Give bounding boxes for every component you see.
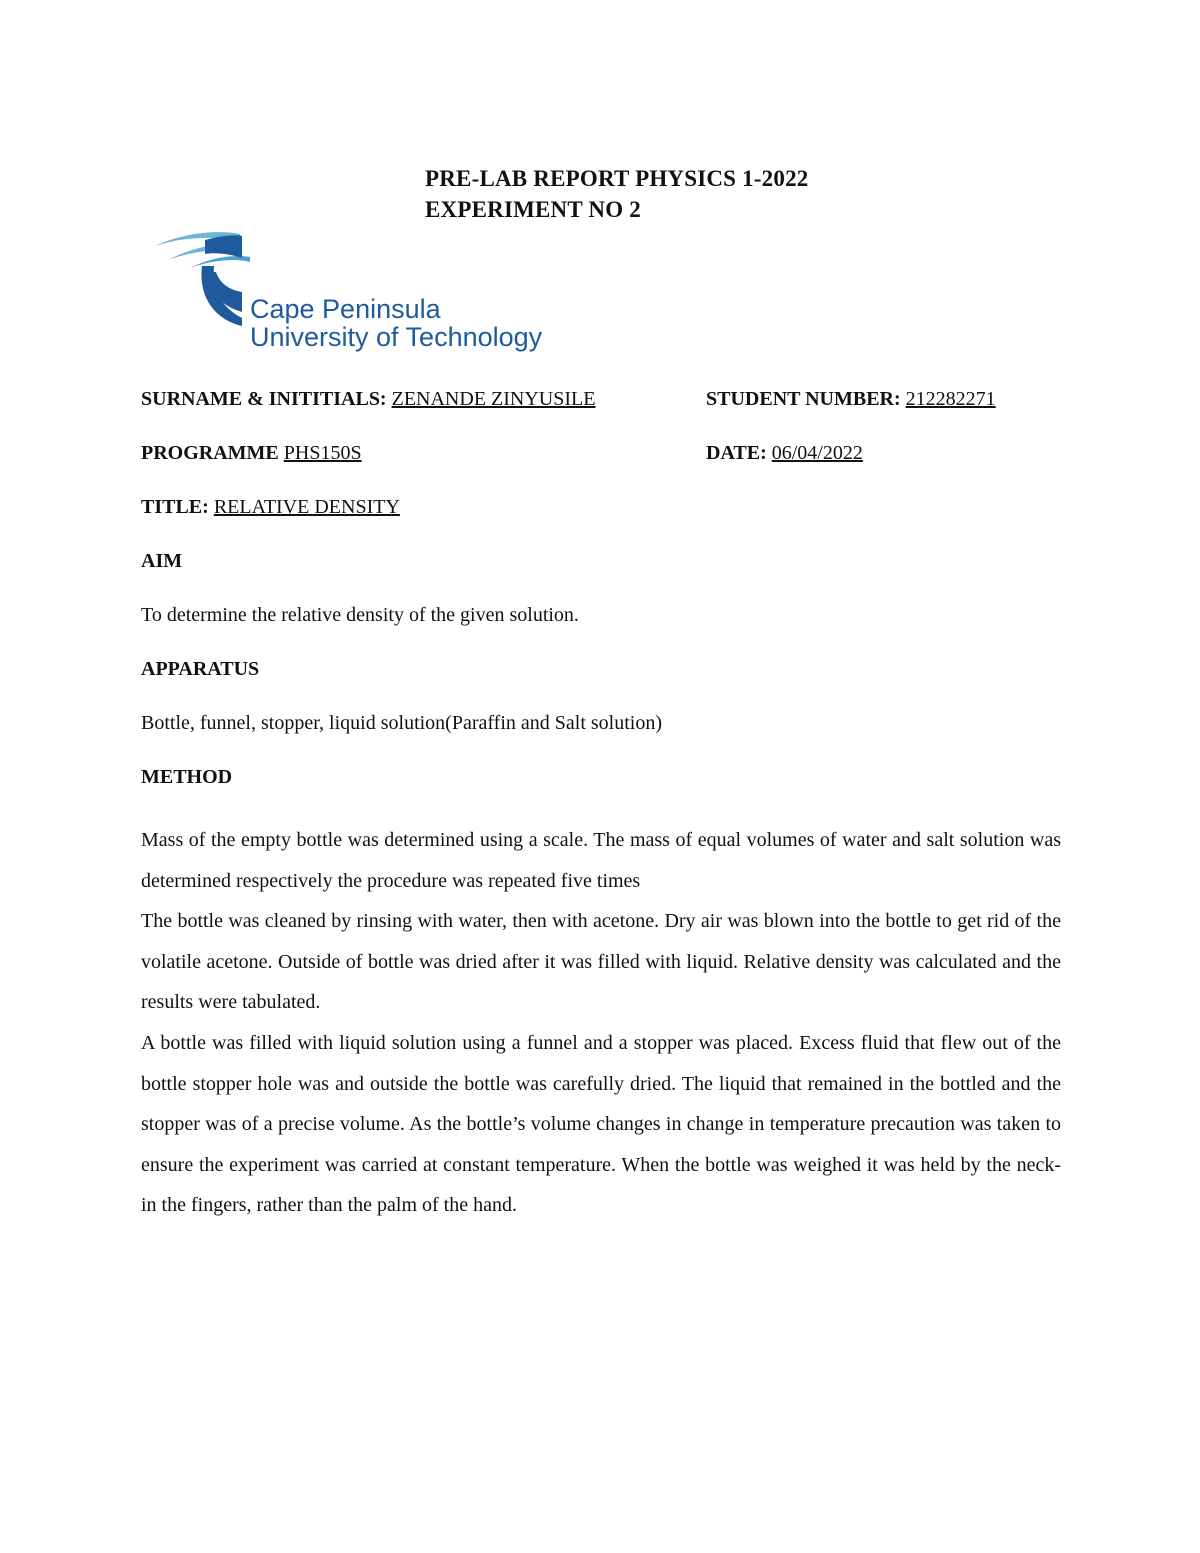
apparatus-heading: APPARATUS: [141, 658, 260, 680]
programme-value: PHS150S: [283, 442, 362, 464]
student-number-label: STUDENT NUMBER:: [706, 388, 901, 410]
apparatus-text: Bottle, funnel, stopper, liquid solution(Paraffin and Salt solution): [141, 712, 662, 734]
method-paragraph: Mass of the empty bottle was determined using a scale. The mass of equal volumes of water and salt solution was determined respectively the procedure was repeated five times: [141, 829, 1061, 892]
date-field: [706, 442, 863, 465]
date-label: DATE:: [706, 442, 767, 464]
student-number-field: [706, 388, 996, 411]
programme-field: [141, 442, 362, 465]
surname-field: [141, 388, 595, 411]
experiment-number: EXPERIMENT NO 2: [425, 197, 641, 222]
title-field: [141, 496, 400, 519]
logo-line1: Cape Peninsula: [250, 294, 441, 324]
programme-label: PROGRAMME: [141, 442, 279, 464]
logo-wave-low: [190, 256, 250, 268]
report-title: PRE-LAB REPORT PHYSICS 1-2022: [425, 166, 809, 191]
method-paragraph: A bottle was filled with liquid solution using a funnel and a stopper was placed. Excess fluid that flew out of the bottle stopper hole was and outside the bottle was carefully dried. The liquid that remained in the bottled and the stopper was of a precise volume. As the bottle’s volume changes in change in temperature precaution was taken to ensure the experiment was carried at constant temperature. When the bottle was weighed it was held by the neck-in the fingers, rather than the palm of the hand.: [141, 1031, 1061, 1217]
surname-value: ZENANDE ZINYUSILE: [391, 388, 596, 410]
title-label: TITLE:: [141, 496, 209, 518]
aim-heading: AIM: [141, 550, 183, 572]
date-value: 06/04/2022: [771, 442, 863, 464]
cput-logo: [150, 232, 560, 352]
title-value: RELATIVE DENSITY: [213, 496, 400, 518]
aim-text: To determine the relative density of the given solution.: [141, 604, 579, 626]
method-heading: METHOD: [141, 766, 233, 788]
logo-sail-top: [205, 235, 242, 258]
surname-label: SURNAME & INITITIALS:: [141, 388, 387, 410]
logo-line2: University of Technology: [250, 322, 543, 352]
method-body: [141, 820, 1061, 1226]
student-number-value: 212282271: [905, 388, 996, 410]
method-paragraph: The bottle was cleaned by rinsing with water, then with acetone. Dry air was blown into the bottle to get rid of the volatile acetone. Outside of bottle was dried after it was filled with liquid. Relative density was calculated and the results were tabulated.: [141, 910, 1061, 1014]
